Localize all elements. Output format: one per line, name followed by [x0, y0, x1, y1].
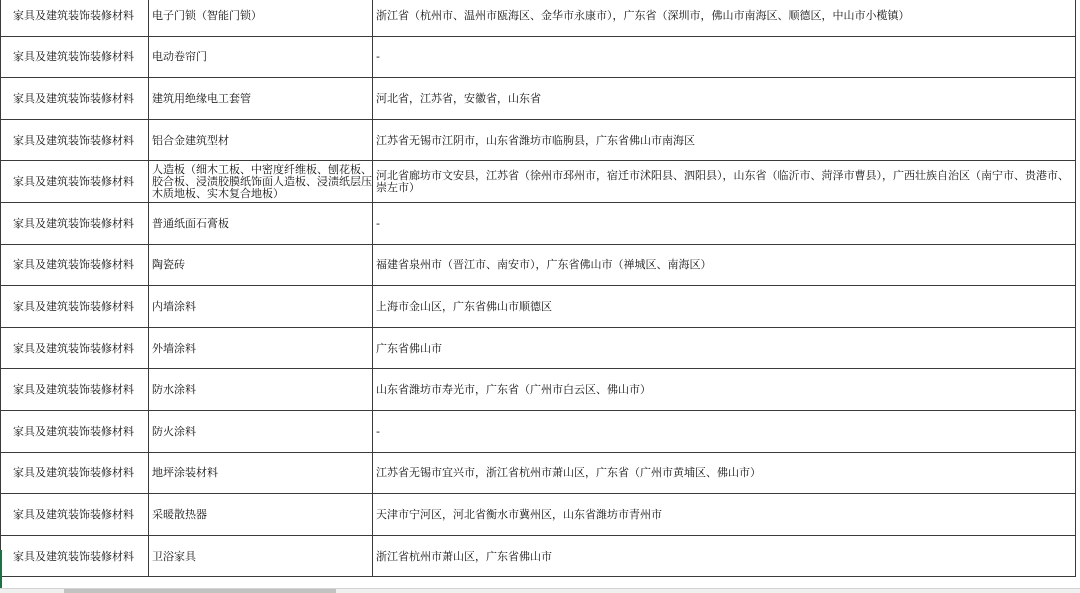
regions-cell[interactable]: 河北省，江苏省，安徽省，山东省 — [373, 78, 1076, 120]
product-cell[interactable]: 内墙涂料 — [149, 286, 373, 328]
product-cell[interactable]: 陶瓷砖 — [149, 244, 373, 286]
regions-cell[interactable]: 浙江省（杭州市、温州市瓯海区、金华市永康市），广东省（深圳市，佛山市南海区、顺德区，中山市小榄镇） — [373, 0, 1076, 36]
table-row — [1, 494, 1076, 536]
table-row — [1, 452, 1076, 494]
regions-cell[interactable]: 天津市宁河区，河北省衡水市冀州区，山东省潍坊市青州市 — [373, 494, 1076, 536]
product-cell[interactable]: 防火涂料 — [149, 410, 373, 452]
product-cell[interactable]: 卫浴家具 — [149, 535, 373, 577]
category-cell[interactable]: 家具及建筑装饰装修材料 — [1, 494, 149, 536]
regions-cell[interactable]: 福建省泉州市（晋江市、南安市），广东省佛山市（禅城区、南海区） — [373, 244, 1076, 286]
category-cell[interactable]: 家具及建筑装饰装修材料 — [1, 369, 149, 411]
table-row — [1, 535, 1076, 577]
product-cell[interactable]: 地坪涂装材料 — [149, 452, 373, 494]
category-cell[interactable]: 家具及建筑装饰装修材料 — [1, 202, 149, 244]
regions-cell[interactable]: 山东省潍坊市寿光市，广东省（广州市白云区、佛山市） — [373, 369, 1076, 411]
table-row — [1, 119, 1076, 161]
table-row — [1, 78, 1076, 120]
regions-cell[interactable]: 浙江省杭州市萧山区，广东省佛山市 — [373, 535, 1076, 577]
scrollbar-thumb[interactable] — [64, 589, 336, 593]
category-cell[interactable]: 家具及建筑装饰装修材料 — [1, 327, 149, 369]
product-cell[interactable]: 电动卷帘门 — [149, 36, 373, 78]
category-cell[interactable]: 家具及建筑装饰装修材料 — [1, 410, 149, 452]
product-cell[interactable]: 建筑用绝缘电工套管 — [149, 78, 373, 120]
product-cell[interactable]: 铝合金建筑型材 — [149, 119, 373, 161]
regions-cell[interactable]: 上海市金山区，广东省佛山市顺德区 — [373, 286, 1076, 328]
regions-cell[interactable]: 江苏省无锡市江阴市，山东省潍坊市临朐县，广东省佛山市南海区 — [373, 119, 1076, 161]
category-cell[interactable]: 家具及建筑装饰装修材料 — [1, 535, 149, 577]
product-cell[interactable]: 采暖散热器 — [149, 494, 373, 536]
category-cell[interactable]: 家具及建筑装饰装修材料 — [1, 161, 149, 203]
regions-cell[interactable]: 河北省廊坊市文安县，江苏省（徐州市邳州市，宿迁市沭阳县、泗阳县），山东省（临沂市、菏泽市曹县），广西壮族自治区（南宁市、贵港市、崇左市） — [373, 161, 1076, 203]
category-cell[interactable]: 家具及建筑装饰装修材料 — [1, 78, 149, 120]
table-row — [1, 161, 1076, 203]
product-cell[interactable]: 电子门锁（智能门锁） — [149, 0, 373, 36]
category-cell[interactable]: 家具及建筑装饰装修材料 — [1, 36, 149, 78]
regions-cell[interactable]: - — [373, 36, 1076, 78]
regions-cell[interactable]: 江苏省无锡市宜兴市，浙江省杭州市萧山区，广东省（广州市黄埔区、佛山市） — [373, 452, 1076, 494]
product-cell[interactable]: 人造板（细木工板、中密度纤维板、刨花板、胶合板、浸渍胶膜纸饰面人造板、浸渍纸层压木质地板、实木复合地板） — [149, 161, 373, 203]
regions-cell[interactable]: - — [373, 410, 1076, 452]
table-row — [1, 0, 1076, 36]
category-cell[interactable]: 家具及建筑装饰装修材料 — [1, 286, 149, 328]
table-row — [1, 369, 1076, 411]
table-row — [1, 36, 1076, 78]
product-cell[interactable]: 普通纸面石膏板 — [149, 202, 373, 244]
regions-cell[interactable]: 广东省佛山市 — [373, 327, 1076, 369]
table-row — [1, 410, 1076, 452]
table-row — [1, 202, 1076, 244]
table-row — [1, 286, 1076, 328]
product-cell[interactable]: 防水涂料 — [149, 369, 373, 411]
category-cell[interactable]: 家具及建筑装饰装修材料 — [1, 119, 149, 161]
active-cell-indicator — [0, 550, 2, 590]
table-row — [1, 244, 1076, 286]
category-cell[interactable]: 家具及建筑装饰装修材料 — [1, 0, 149, 36]
regions-cell[interactable]: - — [373, 202, 1076, 244]
category-cell[interactable]: 家具及建筑装饰装修材料 — [1, 244, 149, 286]
category-cell[interactable]: 家具及建筑装饰装修材料 — [1, 452, 149, 494]
product-cell[interactable]: 外墙涂料 — [149, 327, 373, 369]
table-row — [1, 327, 1076, 369]
